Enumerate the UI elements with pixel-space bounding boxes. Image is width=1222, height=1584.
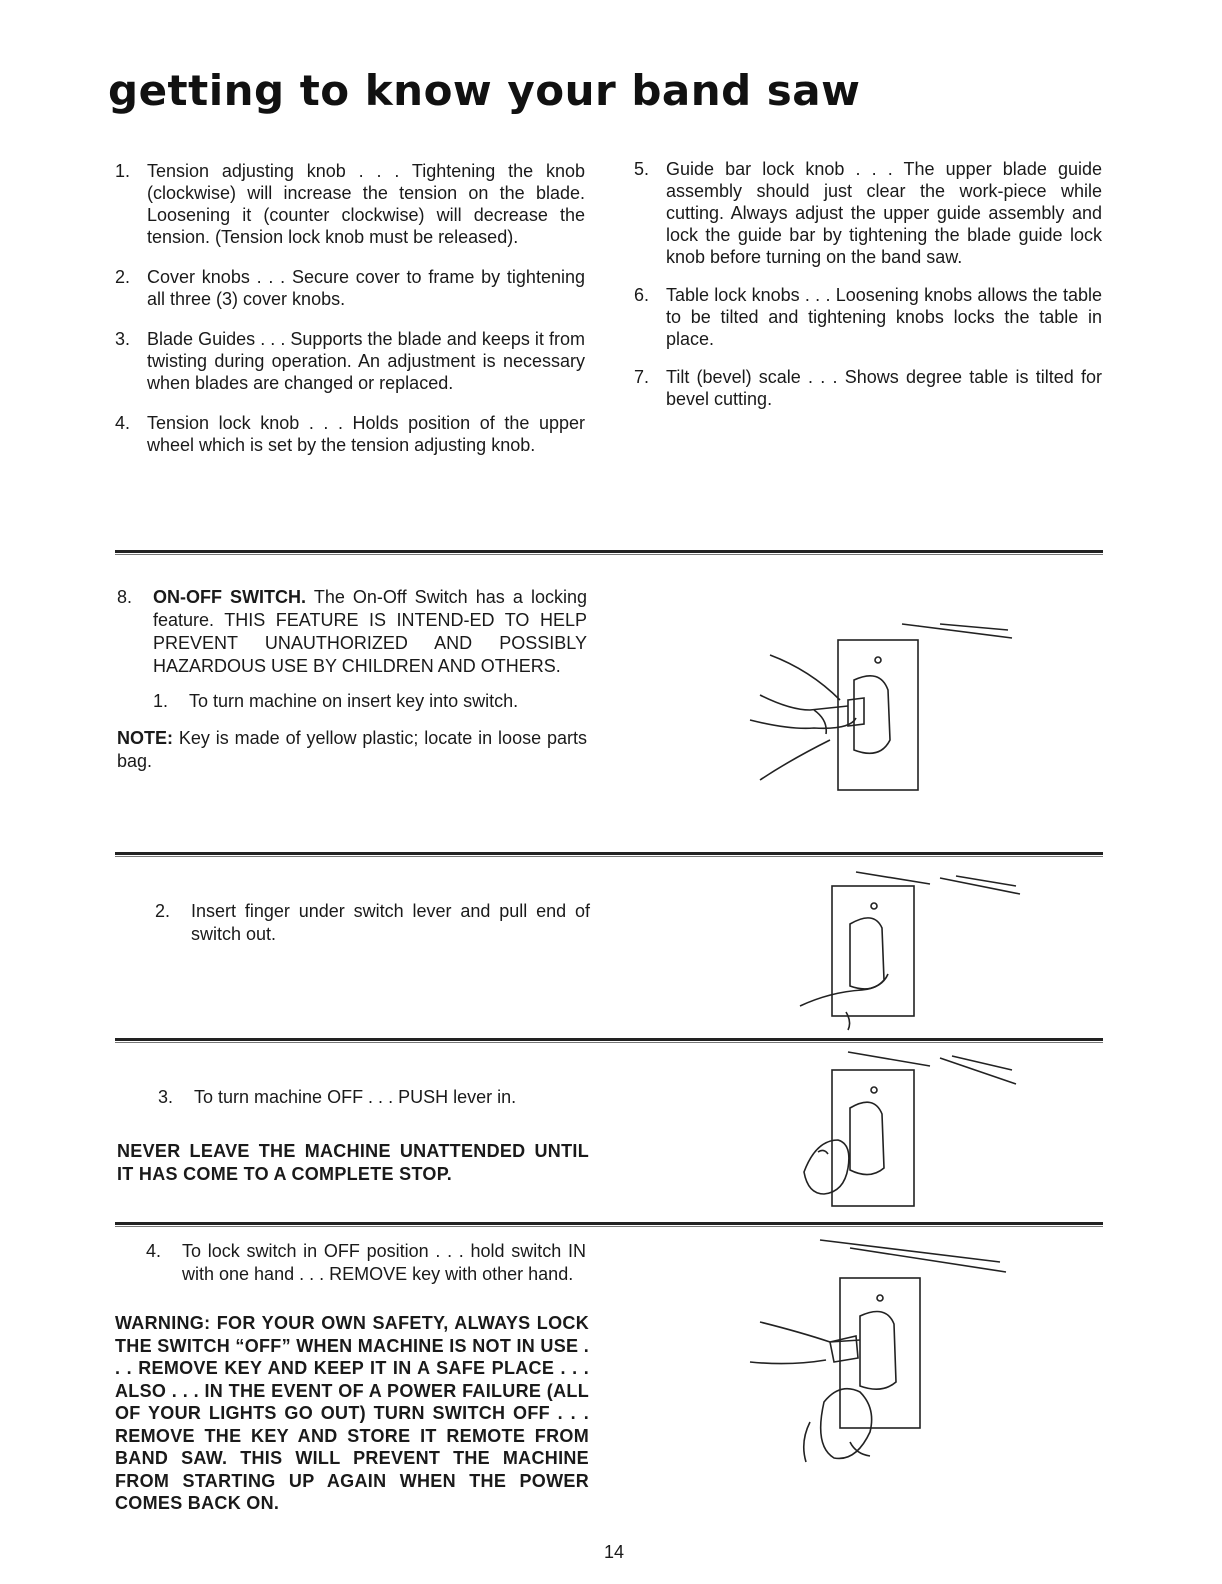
section-divider — [115, 1038, 1103, 1041]
part-item-6 — [634, 284, 1102, 350]
switch-lock-remove-key-illustration — [730, 1232, 1020, 1472]
page-title: getting to know your band saw — [108, 66, 861, 115]
page-number: 14 — [604, 1542, 625, 1562]
switch-key-insert-illustration — [730, 610, 1020, 800]
item-heading: ON-OFF SWITCH. — [153, 587, 307, 607]
part-item-1 — [115, 160, 585, 248]
note-label: NOTE: — [117, 728, 173, 748]
note-text: Key is made of yellow plastic; locate in loose parts bag. — [117, 728, 587, 771]
step-2-block — [155, 900, 590, 946]
part-item-5 — [634, 158, 1102, 268]
item-8 — [117, 586, 587, 678]
step-number: 2. — [155, 901, 171, 921]
part-description: Tension adjusting knob . . . Tightening the knob (clockwise) will increase the tension on the blade. Loosening it (counter clockwise) will decrease the tension. (Tension lock knob must be released). — [147, 161, 585, 247]
step-number: 4. — [146, 1241, 162, 1261]
step-text: Insert finger under switch lever and pull end of switch out. — [191, 901, 590, 944]
step-3 — [158, 1086, 598, 1109]
part-description: Tension lock knob . . . Holds position of the upper wheel which is set by the tension adjusting knob. — [147, 413, 585, 455]
switch-push-illustration — [790, 1044, 1030, 1214]
step-number: 3. — [158, 1087, 174, 1107]
part-description: Tilt (bevel) scale . . . Shows degree table is tilted for bevel cutting. — [666, 367, 1102, 409]
parts-left-column — [115, 160, 585, 470]
part-number: 1. — [115, 161, 131, 181]
part-number: 2. — [115, 267, 131, 287]
step-1 — [153, 690, 587, 713]
switch-intro — [117, 586, 587, 773]
step-text: To lock switch in OFF position . . . hold switch IN with one hand . . . REMOVE key with other hand. — [182, 1241, 586, 1284]
section-divider — [115, 1222, 1103, 1225]
safety-warning: WARNING: FOR YOUR OWN SAFETY, ALWAYS LOCK THE SWITCH “OFF” WHEN MACHINE IS NOT IN USE . . . REMOVE KEY AND KEEP IT IN A SAFE PLACE . . . ALSO . . . IN THE EVENT OF A POWER FAILURE (ALL OF YOUR LIGHTS GO OUT) TURN SWITCH OFF . . . REMOVE THE KEY AND STORE IT REMOTE FROM BAND SAW. THIS WILL PREVENT THE MACHINE FROM STARTING UP AGAIN WHEN THE POWER COMES BACK ON. — [115, 1313, 589, 1513]
part-number: 3. — [115, 329, 131, 349]
parts-right-column — [634, 158, 1102, 424]
step-2 — [155, 900, 590, 946]
step-text: To turn machine OFF . . . PUSH lever in. — [194, 1087, 517, 1107]
note — [117, 727, 587, 773]
part-item-4 — [115, 412, 585, 456]
part-description: Blade Guides . . . Supports the blade and keeps it from twisting during operation. An adjustment is necessary when blades are changed or replaced. — [147, 329, 585, 393]
part-number: 5. — [634, 159, 650, 179]
part-description: Table lock knobs . . . Loosening knobs allows the table to be tilted and tightening knobs locks the table in place. — [666, 285, 1102, 349]
step-number: 1. — [153, 691, 169, 711]
section-divider — [115, 852, 1103, 855]
switch-pull-illustration — [790, 862, 1030, 1032]
part-item-7 — [634, 366, 1102, 410]
section-divider — [115, 550, 1103, 553]
step-text: To turn machine on insert key into switch. — [189, 691, 519, 711]
part-number: 4. — [115, 413, 131, 433]
never-leave-warning: NEVER LEAVE THE MACHINE UNATTENDED UNTIL IT HAS COME TO A COMPLETE STOP. — [117, 1141, 589, 1184]
part-description: Guide bar lock knob . . . The upper blade guide assembly should just clear the work-piece while cutting. Always adjust the upper guide assembly and lock the guide bar by tightening the blade guide lock knob before turning on the band saw. — [666, 159, 1102, 267]
part-item-2 — [115, 266, 585, 310]
step-4-block — [146, 1240, 586, 1286]
part-number: 7. — [634, 367, 650, 387]
item-text: The On-Off Switch has a locking feature. THIS FEATURE IS INTEND-ED TO HELP PREVENT UNAUTHORIZED AND POSSIBLY HAZARDOUS USE BY CHILDREN AND OTHERS. — [153, 587, 587, 676]
part-number: 6. — [634, 285, 650, 305]
item-number: 8. — [117, 587, 133, 607]
step-4 — [146, 1240, 586, 1286]
step-3-block — [158, 1086, 598, 1109]
part-description: Cover knobs . . . Secure cover to frame by tightening all three (3) cover knobs. — [147, 267, 585, 309]
part-item-3 — [115, 328, 585, 394]
